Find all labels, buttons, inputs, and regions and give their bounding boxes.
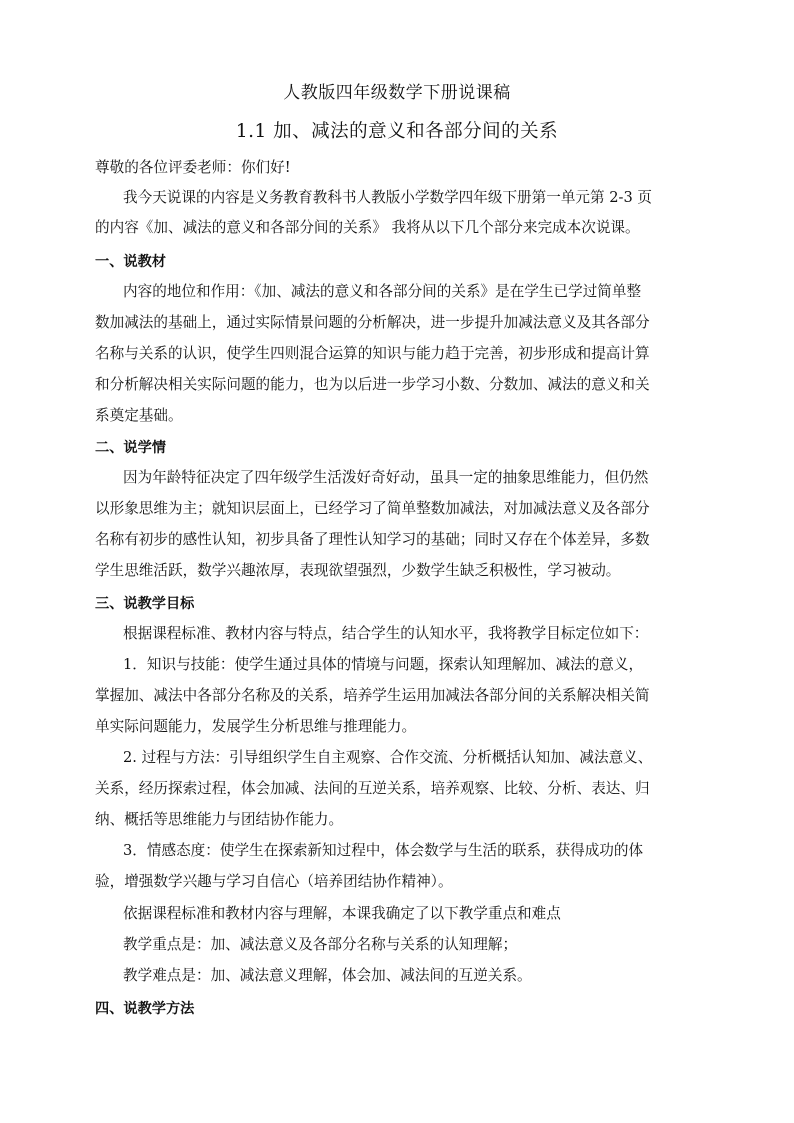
textbook-line: 数加减法的基础上，通过实际情景问题的分析解决，进一步提升加减法意义及其各部分 [95,314,650,331]
goal-line: 单实际问题能力，发展学生分析思维与推理能力。 [95,718,417,735]
key-points-intro: 依据课程标准和教材内容与理解，本课我确定了以下教学重点和难点 [123,905,561,922]
intro-line: 的内容《加、减法的意义和各部分间的关系》 我将从以下几个部分来完成本次说课。 [95,219,640,236]
document-title: 人教版四年级数学下册说课稿 [283,83,511,103]
students-line: 以形象思维为主；就知识层面上，已经学习了简单整数加减法，对加减法意义及各部分 [95,500,650,517]
section-heading-students: 二、说学情 [95,440,166,456]
goal-line: 纳、概括等思维能力与团结协作能力。 [95,811,344,828]
goal-line: 关系，经历探索过程，体会加减、法间的互逆关系，培养观察、比较、分析、表达、归 [95,780,650,797]
section-heading-methods: 四、说教学方法 [95,1001,195,1017]
section-heading-goals: 三、说教学目标 [95,596,195,612]
textbook-line: 和分析解决相关实际问题的能力，也为以后进一步学习小数、分数加、减法的意义和关 [95,376,650,393]
lesson-subtitle: 1.1 加、减法的意义和各部分间的关系 [235,121,559,142]
students-line: 因为年龄特征决定了四年级学生活泼好奇好动，虽具一定的抽象思维能力，但仍然 [123,469,649,486]
difficult-point: 教学难点是：加、减法意义理解，体会加、减法间的互逆关系。 [123,967,532,984]
greeting: 尊敬的各位评委老师：你们好! [95,159,291,176]
key-point: 教学重点是：加、减法意义及各部分名称与关系的认知理解； [123,936,518,953]
intro-line: 我今天说课的内容是义务教育教科书人教版小学数学四年级下册第一单元第 2-3 页 [123,189,652,206]
section-heading-textbook: 一、说教材 [95,254,166,270]
goal-line: 2. 过程与方法：引导组织学生自主观察、合作交流、分析概括认知加、减法意义、 [123,749,653,766]
goals-intro: 根据课程标准、教材内容与特点，结合学生的认知水平，我将教学目标定位如下： [123,625,649,642]
textbook-line: 系奠定基础。 [95,407,183,424]
textbook-line: 内容的地位和作用：《加、减法的意义和各部分间的关系》是在学生已学过简单整 [123,283,642,300]
goal-line: 掌握加、减法中各部分名称及的关系，培养学生运用加减法各部分间的关系解决相关简 [95,687,650,704]
goal-line: 验，增强数学兴趣与学习自信心（培养团结协作精神）。 [95,873,453,890]
textbook-line: 名称与关系的认识，使学生四则混合运算的知识与能力趋于完善，初步形成和提高计算 [95,345,650,362]
goal-line: 1．知识与技能：使学生通过具体的情境与问题，探索认知理解加、减法的意义， [123,656,644,673]
students-line: 名称有初步的感性认知，初步具备了理性认知学习的基础；同时又存在个体差异，多数 [95,531,650,548]
students-line: 学生思维活跃，数学兴趣浓厚，表现欲望强烈，少数学生缺乏积极性，学习被动。 [95,562,621,579]
goal-line: 3．情感态度：使学生在探索新知过程中，体会数学与生活的联系，获得成功的体 [123,842,644,859]
